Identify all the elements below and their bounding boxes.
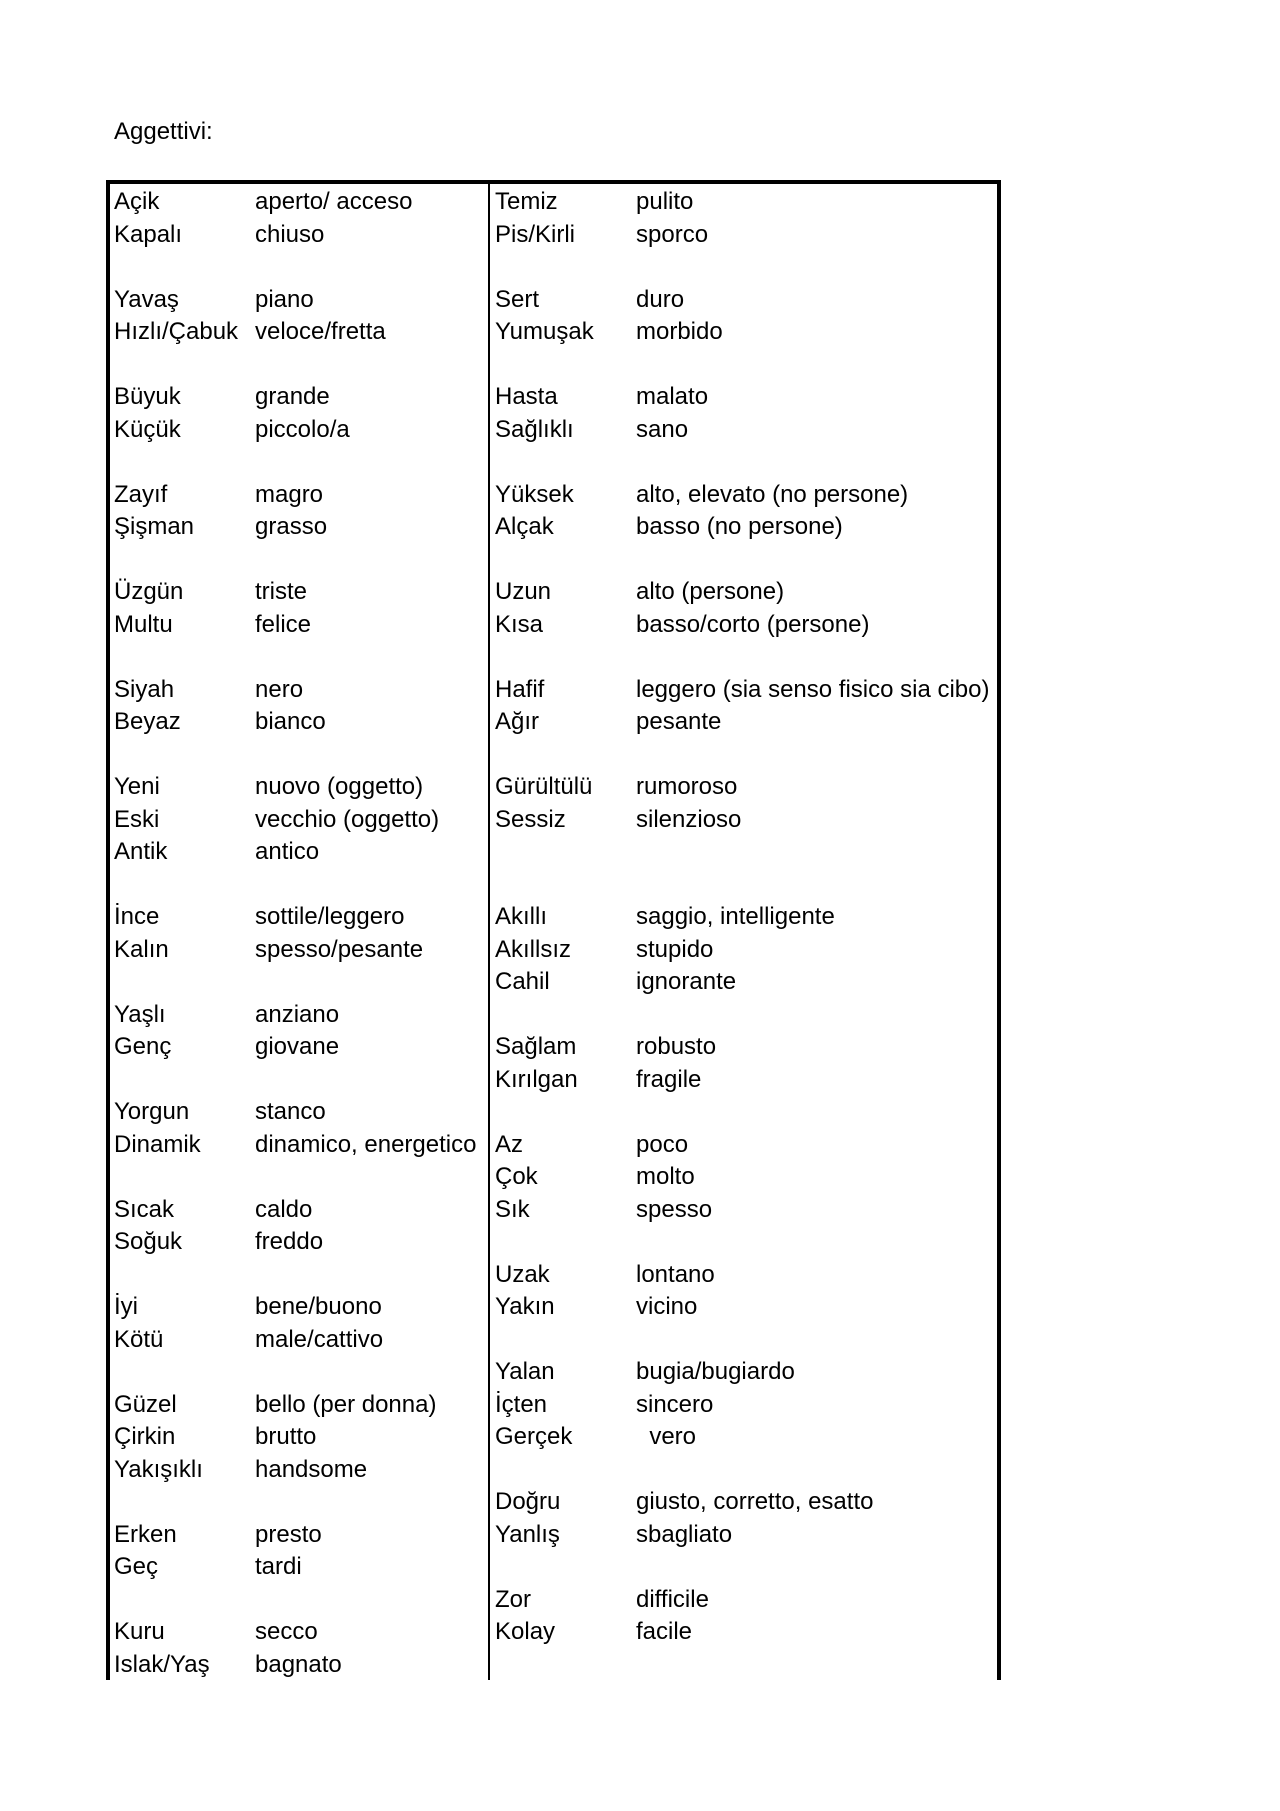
right-italian-translation: giusto, corretto, esatto <box>636 1488 874 1515</box>
left-turkish-word: Şişman <box>114 513 195 540</box>
right-turkish-word: Yumuşak <box>495 318 594 345</box>
left-italian-translation: nero <box>255 675 304 703</box>
right-italian-translation: fragile <box>636 1065 702 1093</box>
left-italian-translation: bianco <box>255 708 326 735</box>
right-italian-translation: basso (no persone) <box>636 513 843 540</box>
left-italian-translation: aperto/ acceso <box>255 188 413 215</box>
right-italian-translation: sano <box>636 415 689 443</box>
left-italian-translation: bello (per donna) <box>255 1390 437 1418</box>
right-italian-translation: sbagliato <box>636 1520 733 1548</box>
left-italian-translation: veloce/fretta <box>255 318 386 345</box>
right-italian-translation: sincero <box>636 1390 714 1418</box>
right-italian-translation: sporco <box>636 220 709 248</box>
left-italian-translation: grande <box>255 383 330 410</box>
right-turkish-word: Sağlıklı <box>495 415 574 443</box>
left-turkish-word: Multu <box>114 610 173 638</box>
right-italian-translation: basso/corto (persone) <box>636 610 870 638</box>
right-turkish-word: Uzak <box>495 1260 550 1288</box>
left-italian-translation: tardi <box>255 1553 302 1580</box>
right-italian-translation: pulito <box>636 188 694 215</box>
right-italian-translation: poco <box>636 1130 689 1158</box>
left-turkish-word: Eski <box>114 805 160 833</box>
right-turkish-word: Kısa <box>495 610 544 638</box>
right-italian-translation: spesso <box>636 1195 713 1223</box>
right-italian-translation: robusto <box>636 1033 717 1060</box>
right-turkish-word: Doğru <box>495 1488 561 1515</box>
left-italian-translation: nuovo (oggetto) <box>255 773 424 800</box>
left-turkish-word: Zayıf <box>114 480 168 508</box>
right-italian-translation: malato <box>636 383 709 410</box>
left-turkish-word: Kapalı <box>114 220 183 248</box>
right-turkish-word: Ağır <box>495 708 540 735</box>
left-turkish-word: Kuru <box>114 1618 165 1645</box>
left-turkish-word: Islak/Yaş <box>114 1650 210 1678</box>
right-italian-translation: vicino <box>636 1293 698 1320</box>
left-italian-translation: secco <box>255 1618 318 1645</box>
left-italian-translation: dinamico, energetico <box>255 1130 477 1158</box>
right-turkish-word: Akıllsız <box>495 935 572 963</box>
left-italian-translation: presto <box>255 1520 322 1548</box>
right-turkish-word: Akıllı <box>495 903 548 930</box>
right-turkish-word: Sert <box>495 285 540 313</box>
left-italian-translation: stanco <box>255 1098 326 1125</box>
left-turkish-word: Geç <box>114 1553 159 1580</box>
right-turkish-word: Uzun <box>495 578 552 605</box>
right-turkish-word: Kolay <box>495 1618 556 1645</box>
right-turkish-word: Kırılgan <box>495 1065 578 1093</box>
left-italian-translation: male/cattivo <box>255 1325 384 1353</box>
right-turkish-word: Yalan <box>495 1358 555 1385</box>
left-turkish-word: Hızlı/Çabuk <box>114 318 239 345</box>
right-turkish-word: Temiz <box>495 188 558 215</box>
left-italian-translation: spesso/pesante <box>255 935 424 963</box>
right-turkish-word: Alçak <box>495 513 554 540</box>
right-turkish-word: Sağlam <box>495 1033 577 1060</box>
left-turkish-word: Küçük <box>114 415 181 443</box>
left-turkish-word: Dinamik <box>114 1130 201 1158</box>
left-turkish-word: Yorgun <box>114 1098 190 1125</box>
right-turkish-word: Pis/Kirli <box>495 220 576 248</box>
right-italian-translation: difficile <box>636 1585 709 1613</box>
left-turkish-word: İyi <box>114 1293 138 1320</box>
left-italian-translation: bagnato <box>255 1650 342 1678</box>
left-turkish-word: Kalın <box>114 935 169 963</box>
left-turkish-word: Erken <box>114 1520 177 1548</box>
right-italian-translation: bugia/bugiardo <box>636 1358 795 1385</box>
right-turkish-word: Az <box>495 1130 524 1158</box>
left-italian-translation: piano <box>255 285 314 313</box>
right-italian-translation: lontano <box>636 1260 715 1288</box>
left-italian-translation: felice <box>255 610 312 638</box>
left-italian-translation: caldo <box>255 1195 313 1223</box>
right-turkish-word: Yakın <box>495 1293 555 1320</box>
left-turkish-word: Soğuk <box>114 1228 183 1255</box>
left-italian-translation: anziano <box>255 1000 340 1028</box>
left-turkish-word: Yakışıklı <box>114 1455 203 1483</box>
right-italian-translation: stupido <box>636 935 714 963</box>
right-turkish-word: Cahil <box>495 968 550 995</box>
right-turkish-word: İçten <box>495 1390 548 1418</box>
left-turkish-word: Genç <box>114 1033 172 1060</box>
right-italian-translation: duro <box>636 285 685 313</box>
right-turkish-word: Gerçek <box>495 1423 573 1450</box>
right-turkish-word: Zor <box>495 1585 531 1613</box>
right-turkish-word: Sessiz <box>495 805 566 833</box>
left-italian-translation: vecchio (oggetto) <box>255 805 440 833</box>
left-turkish-word: Kötü <box>114 1325 164 1353</box>
left-italian-translation: sottile/leggero <box>255 903 405 930</box>
left-turkish-word: Büyuk <box>114 383 181 410</box>
left-italian-translation: chiuso <box>255 220 325 248</box>
left-turkish-word: Çirkin <box>114 1423 176 1450</box>
right-italian-translation: vero <box>636 1423 697 1450</box>
left-turkish-word: Siyah <box>114 675 175 703</box>
page-heading: Aggettivi: <box>114 118 213 145</box>
right-italian-translation: facile <box>636 1618 693 1645</box>
right-turkish-word: Çok <box>495 1163 538 1190</box>
right-turkish-word: Hafif <box>495 675 545 703</box>
right-italian-translation: rumoroso <box>636 773 738 800</box>
left-turkish-word: Yavaş <box>114 285 179 313</box>
left-turkish-word: Yeni <box>114 773 160 800</box>
left-italian-translation: grasso <box>255 513 328 540</box>
right-italian-translation: saggio, intelligente <box>636 903 835 930</box>
left-turkish-word: Yaşlı <box>114 1000 166 1028</box>
left-italian-translation: magro <box>255 480 324 508</box>
left-turkish-word: Sıcak <box>114 1195 175 1223</box>
right-turkish-word: Sık <box>495 1195 530 1223</box>
right-italian-translation: ignorante <box>636 968 737 995</box>
left-italian-translation: antico <box>255 838 320 865</box>
left-italian-translation: triste <box>255 578 308 605</box>
right-italian-translation: molto <box>636 1163 695 1190</box>
right-italian-translation: morbido <box>636 318 723 345</box>
right-turkish-word: Hasta <box>495 383 558 410</box>
left-italian-translation: freddo <box>255 1228 324 1255</box>
left-italian-translation: bene/buono <box>255 1293 382 1320</box>
left-italian-translation: giovane <box>255 1033 340 1060</box>
left-turkish-word: Antik <box>114 838 168 865</box>
right-turkish-word: Yanlış <box>495 1520 560 1548</box>
left-italian-translation: piccolo/a <box>255 415 350 443</box>
right-italian-translation: alto, elevato (no persone) <box>636 480 909 508</box>
left-italian-translation: brutto <box>255 1423 317 1450</box>
right-italian-translation: silenzioso <box>636 805 742 833</box>
left-turkish-word: İnce <box>114 903 160 930</box>
left-turkish-word: Üzgün <box>114 578 184 605</box>
right-turkish-word: Yüksek <box>495 480 574 508</box>
right-italian-translation: alto (persone) <box>636 578 785 605</box>
left-turkish-word: Güzel <box>114 1390 177 1418</box>
column-divider <box>488 180 490 1680</box>
right-italian-translation: pesante <box>636 708 722 735</box>
left-turkish-word: Açik <box>114 188 160 215</box>
right-turkish-word: Gürültülü <box>495 773 593 800</box>
right-italian-translation: leggero (sia senso fisico sia cibo) <box>636 675 990 703</box>
left-turkish-word: Beyaz <box>114 708 181 735</box>
left-italian-translation: handsome <box>255 1455 368 1483</box>
